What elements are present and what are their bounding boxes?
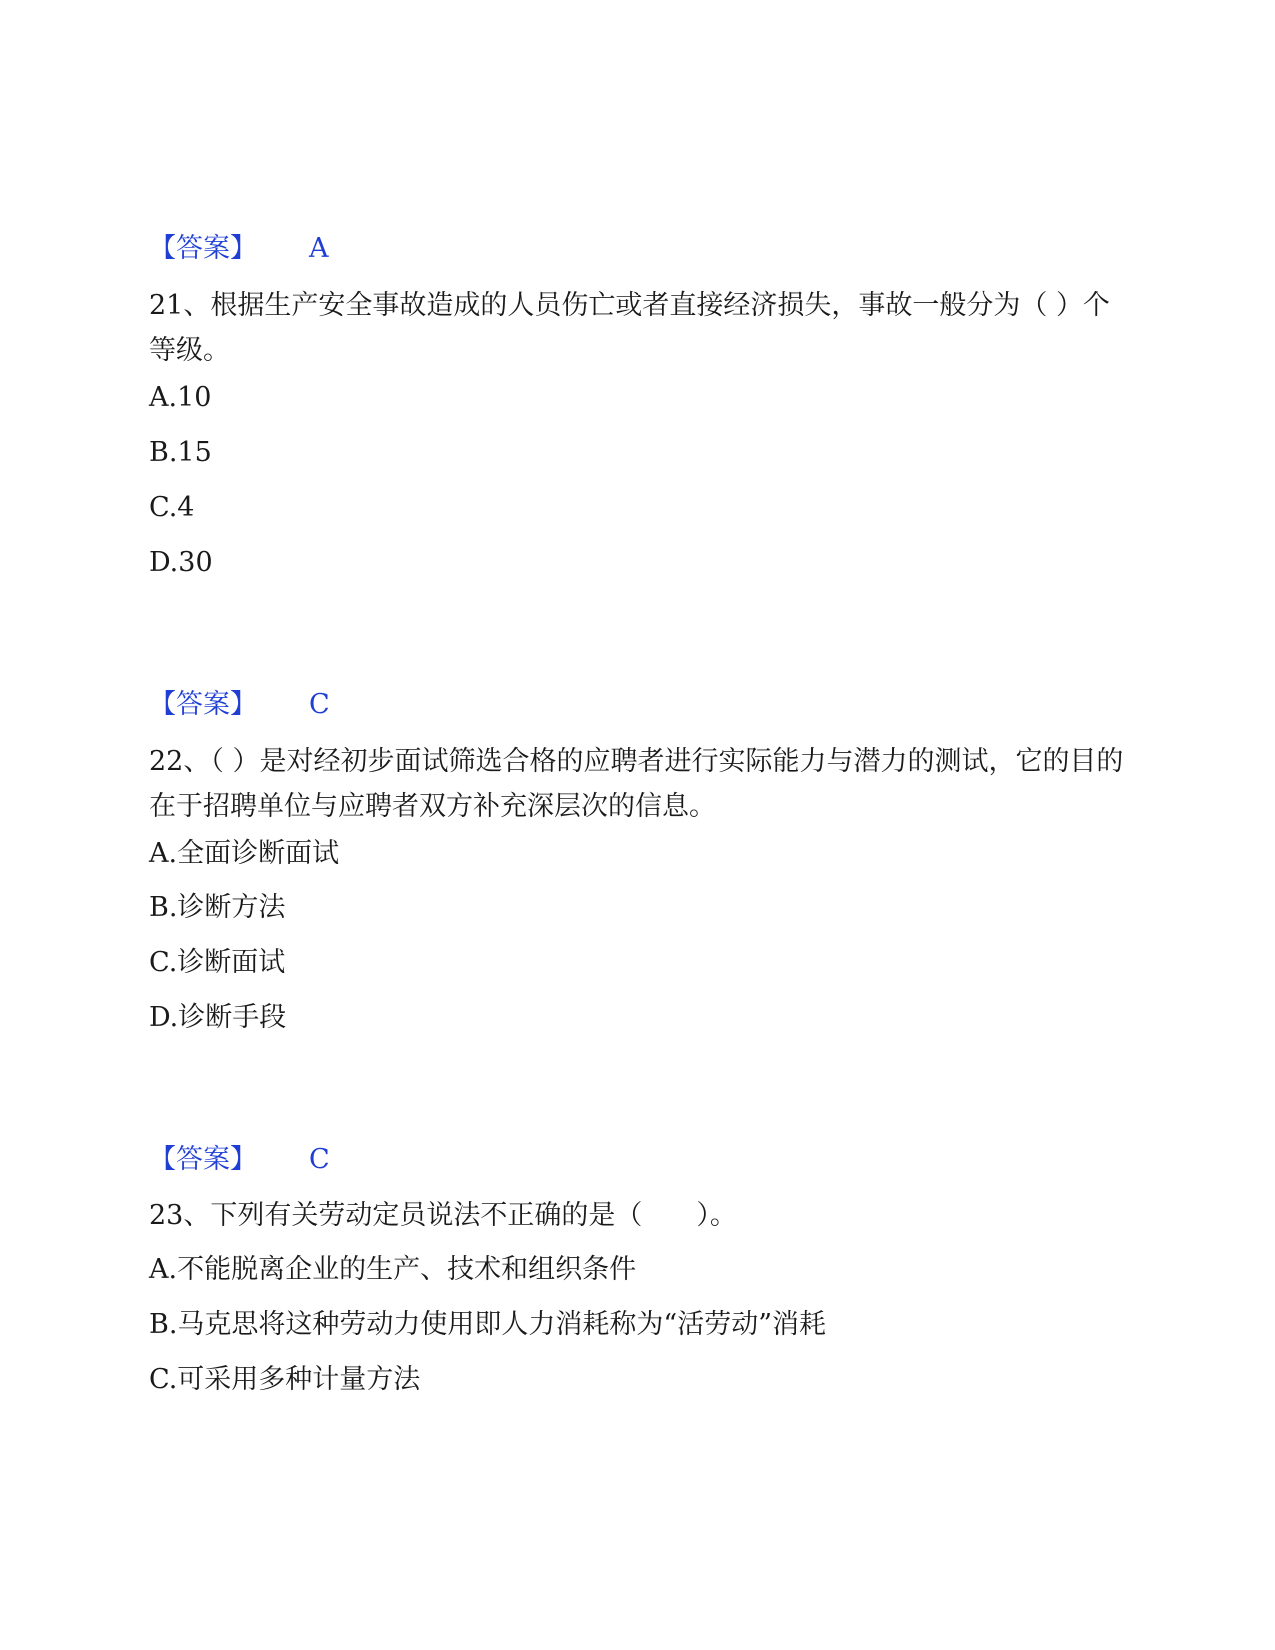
q21-option-b: B.15	[149, 437, 212, 468]
q23-option-b: B.马克思将这种劳动力使用即人力消耗称为“活劳动”消耗	[149, 1309, 827, 1340]
answer-line	[149, 232, 329, 266]
q22-option-b: B.诊断方法	[149, 892, 286, 923]
answer-label: 【答案】	[149, 233, 257, 264]
answer-value: C	[309, 689, 330, 720]
q22-option-c: C.诊断面试	[149, 947, 286, 978]
q23-option-a: A.不能脱离企业的生产、技术和组织条件	[149, 1254, 637, 1285]
answer-value: A	[309, 233, 329, 264]
q22-option-d: D.诊断手段	[149, 1002, 287, 1033]
answer-value: C	[309, 1144, 330, 1175]
answer-label: 【答案】	[149, 689, 257, 720]
question-22-text: 22、（ ）是对经初步面试筛选合格的应聘者进行实际能力与潜力的测试，它的目的在于招聘单位与应聘者双方补充深层次的信息。	[149, 746, 1124, 822]
q21-option-c: C.4	[149, 492, 195, 523]
q23-option-c: C.可采用多种计量方法	[149, 1364, 421, 1395]
q21-option-d: D.30	[149, 547, 213, 578]
question-21-text: 21、根据生产安全事故造成的人员伤亡或者直接经济损失，事故一般分为（ ）个等级。	[149, 290, 1110, 366]
answer-line	[149, 1143, 330, 1177]
answer-label: 【答案】	[149, 1144, 257, 1175]
q21-option-a: A.10	[149, 382, 212, 413]
q22-option-a: A.全面诊断面试	[149, 838, 340, 869]
answer-line	[149, 688, 330, 722]
question-23-text: 23、下列有关劳动定员说法不正确的是（ ）。	[149, 1200, 737, 1231]
